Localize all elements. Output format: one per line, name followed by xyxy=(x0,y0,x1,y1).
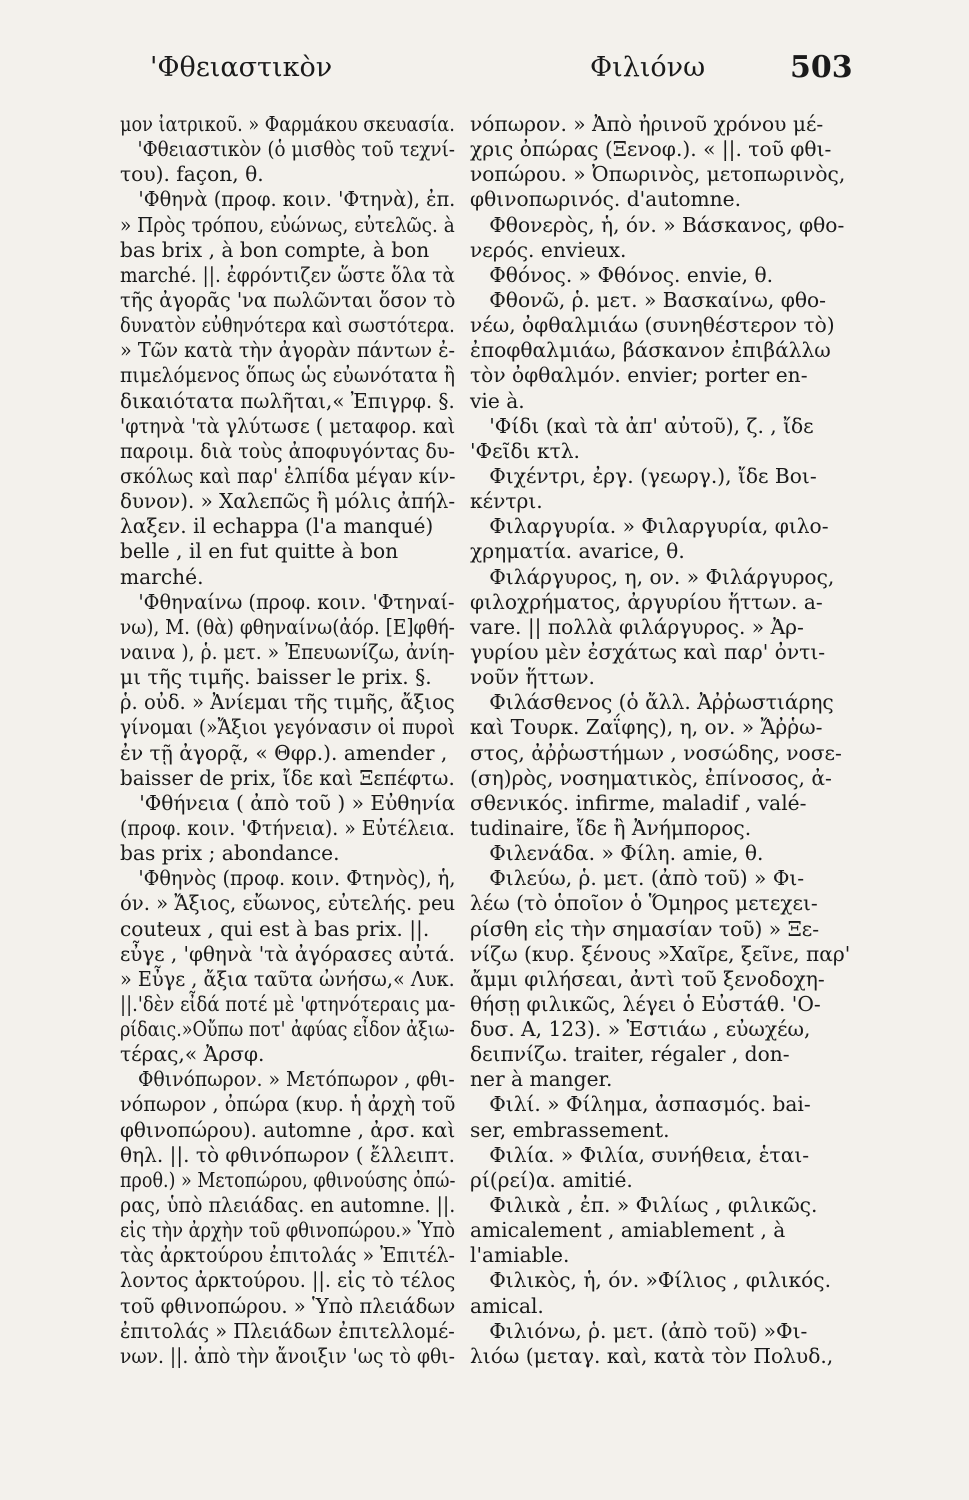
text-line: δικαιότατα πωλῆται,« Ἐπιγρφ. §. xyxy=(120,388,455,413)
text-line: γυρίου μὲν ἐσχάτως καὶ παρ' ὀντι- xyxy=(470,639,826,664)
text-line: τὰς ἀρκτούρου ἐπιτολάς » Ἐπιτέλ- xyxy=(120,1243,455,1268)
text-line: μι τῆς τιμῆς. baisser le prix. §. xyxy=(120,665,432,690)
text-line: τῆς ἀγορᾶς 'να πωλῶνται ὅσον τὸ xyxy=(120,287,456,312)
text-line: νίζω (κυρ. ξένους »Χαῖρε, ξεῖνε, παρ' xyxy=(470,941,851,966)
left-column xyxy=(120,112,455,1369)
text-line: 'φτηνὰ 'τὰ γλύτωσε ( μεταφορ. καὶ xyxy=(120,413,456,438)
text-line: (ση)ρὸς, νοσηματικὸς, ἐπίνοσος, ἀ- xyxy=(470,765,832,790)
text-line: λιόω (μεταγ. καὶ, κατὰ τὸν Πολυδ., xyxy=(470,1343,834,1368)
text-line: Φιλάσθενος (ὁ ἄλλ. Ἀῤῥωστιάρης xyxy=(470,690,834,715)
right-column xyxy=(470,112,850,1369)
text-line: Φθόνος. » Φθόνος. envie, θ. xyxy=(470,262,774,287)
text-line: πιμελόμενος ὅπως ὡς εὐωνότατα ἢ xyxy=(120,363,455,388)
text-line: νόπωρον , ὀπώρα (κυρ. ἡ ἀρχὴ τοῦ xyxy=(120,1092,456,1117)
text-line: couteux , qui est à bas prix. ||. xyxy=(120,916,430,941)
text-line: marché. xyxy=(120,564,204,589)
text-line: Φιλεύω, ῥ. μετ. (ἀπὸ τοῦ) » Φι- xyxy=(470,866,805,891)
text-line: 'Φεῖδι κτλ. xyxy=(470,438,580,463)
text-line: bas brix , à bon compte, à bon xyxy=(120,237,430,262)
text-line: όν. » Ἄξιος, εὔωνος, εὐτελής. peu xyxy=(120,891,456,916)
text-line: marché. ||. ἐφρόντιζεν ὥστε ὅλα τὰ xyxy=(120,262,455,287)
text-line: belle , il en fut quitte à bon xyxy=(120,539,399,564)
text-line: Φιλικὸς, ἡ, όν. »Φίλιος , φιλικός. xyxy=(470,1268,832,1293)
text-line: Φιλάργυρος, η, ον. » Φιλάργυρος, xyxy=(470,564,835,589)
page-header xyxy=(0,52,969,98)
text-line: λαξεν. il echappa (l'a manqué) xyxy=(120,514,434,539)
text-line: 'Φθηνὸς (προφ. κοιν. Φτηνὸς), ἡ, xyxy=(120,866,456,891)
text-line: δυνον). » Χαλεπῶς ἢ μόλις ἀπήλ- xyxy=(120,489,456,514)
text-line: σθενικός. infirme, maladif , valé- xyxy=(470,790,807,815)
text-line: νω), Μ. (θὰ) φθηναίνω(ἀόρ. [Ε]φθή- xyxy=(120,614,455,639)
text-line: λοντος ἀρκτούρου. ||. εἰς τὸ τέλος xyxy=(120,1268,456,1293)
text-line: σκόλως καὶ παρ' ἐλπίδα μέγαν κίν- xyxy=(120,463,456,488)
text-line: Φιλιόνω, ῥ. μετ. (ἀπὸ τοῦ) »Φι- xyxy=(470,1318,808,1343)
text-line: νων. ||. ἀπὸ τὴν ἄνοιξιν 'ως τὸ φθι- xyxy=(120,1343,455,1368)
text-line: χρηματία. avarice, θ. xyxy=(470,539,685,564)
text-line: στος, ἀῤῥωστήμων , νοσώδης, νοσε- xyxy=(470,740,842,765)
text-line: » Πρὸς τρόπου, εὐώνως, εὐτελῶς. à xyxy=(120,212,455,237)
text-line: θηλ. ||. τὸ φθινόπωρον ( ἔλλειπτ. xyxy=(120,1142,456,1167)
running-head-left: 'Φθειαστικὸν xyxy=(150,52,333,83)
text-line: νοῦν ἥττων. xyxy=(470,665,595,690)
text-line: τέρας,« Ἀρσφ. xyxy=(120,1042,265,1067)
text-line: (προφ. κοιν. 'Φτήνεια). » Εὐτέλεια. xyxy=(120,815,455,840)
text-line: κέντρι. xyxy=(470,489,543,514)
text-line: 'Φθειαστικὸν (ὁ μισθὸς τοῦ τεχνί- xyxy=(120,137,456,162)
text-line: l'amiable. xyxy=(470,1243,570,1268)
text-line: 'Φθηναίνω (προφ. κοιν. 'Φτηναί- xyxy=(120,589,455,614)
text-line: amical. xyxy=(470,1293,544,1318)
text-line: Φιλενάδα. » Φίλη. amie, θ. xyxy=(470,841,764,866)
text-line: ρίδαις.»Οὔπω ποτ' ἀφύας εἶδον ἀξιω- xyxy=(120,1017,455,1042)
text-line: ναινα ), ῥ. μετ. » Ἐπευωνίζω, ἀνίη- xyxy=(120,639,455,664)
text-line: του). façon, θ. xyxy=(120,162,264,187)
text-line: τὸν ὀφθαλμόν. envier; porter en- xyxy=(470,363,808,388)
text-line: Φιλαργυρία. » Φιλαργυρία, φιλο- xyxy=(470,514,829,539)
text-line: Φιχέντρι, ἐργ. (γεωργ.), ἴδε Βοι- xyxy=(470,463,817,488)
text-line: μον ἰατρικοῦ. » Φαρμάκου σκευασία. xyxy=(120,112,455,136)
text-line: ρας, ὑπὸ πλειάδας. en automne. ||. xyxy=(120,1193,456,1218)
text-line: γίνομαι (»Ἄξιοι γεγόνασιν οἱ πυροὶ xyxy=(120,715,456,740)
text-line: νόπωρον. » Ἀπὸ ἠρινοῦ χρόνου μέ- xyxy=(470,112,824,136)
text-line: ρί(ρεί)α. amitié. xyxy=(470,1167,633,1192)
text-line: baisser de prix, ἴδε καὶ Ξεπέφτω. xyxy=(120,765,455,790)
text-line: νοπώρου. » Ὀπωρινὸς, μετοπωρινὸς, xyxy=(470,162,846,187)
text-line: λέω (τὸ ὁποῖον ὁ Ὅμηρος μετεχει- xyxy=(470,891,818,916)
text-line: vie à. xyxy=(470,388,525,413)
text-line: τοῦ φθινοπώρου. » Ὑπὸ πλειάδων xyxy=(120,1293,456,1318)
text-line: vare. || πολλὰ φιλάργυρος. » Ἀρ- xyxy=(470,614,804,639)
running-head-center: Φιλιόνω xyxy=(590,52,706,83)
text-line: » Εὖγε , ἄξια ταῦτα ὠνήσω,« Λυκ. xyxy=(120,966,455,991)
text-line: Φθονερὸς, ἡ, όν. » Βάσκανος, φθο- xyxy=(470,212,845,237)
text-line: Φιλί. » Φίλημα, ἀσπασμός. bai- xyxy=(470,1092,811,1117)
text-line: θήσῃ φιλικῶς, λέγει ὁ Εὐστάθ. 'Ο- xyxy=(470,991,821,1016)
text-line: παροιμ. διὰ τοὺς ἀποφυγόντας δυ- xyxy=(120,438,455,463)
text-line: ἐποφθαλμιάω, βάσκανον ἐπιβάλλω xyxy=(470,338,831,363)
text-line: Φιλία. » Φιλία, συνήθεια, ἑται- xyxy=(470,1142,810,1167)
text-line: » Τῶν κατὰ τὴν ἀγορὰν πάντων ἐ- xyxy=(120,338,455,363)
text-line: φθινοπωρινός. d'automne. xyxy=(470,187,741,212)
text-line: 'Φθήνεια ( ἀπὸ τοῦ ) » Εὐθηνία xyxy=(120,790,456,815)
text-line: ser, embrassement. xyxy=(470,1117,670,1142)
text-line: 'Φίδι (καὶ τὰ ἀπ' αὐτοῦ), ζ. , ἴδε xyxy=(470,413,814,438)
text-line: δυσ. Α, 123). » Ἑστιάω , εὐωχέω, xyxy=(470,1017,811,1042)
text-line: ρίσθη εἰς τὴν σημασίαν τοῦ) » Ξε- xyxy=(470,916,820,941)
text-line: ἐν τῇ ἀγορᾷ, « Θφρ.). amender , xyxy=(120,740,448,765)
text-line: εὖγε , 'φθηνὰ 'τὰ ἀγόρασες αὐτά. xyxy=(120,941,455,966)
text-line: tudinaire, ἴδε ἢ Ἀνήμπορος. xyxy=(470,815,752,840)
text-line: Φιλικὰ , ἐπ. » Φιλίως , φιλικῶς. xyxy=(470,1193,818,1218)
text-line: εἰς τὴν ἀρχὴν τοῦ φθινοπώρου.» Ὑπὸ xyxy=(120,1218,456,1243)
text-line: προθ.) » Μετοπώρου, φθινούσης ὀπώ- xyxy=(120,1167,456,1192)
text-line: νέω, ὀφθαλμιάω (συνηθέστερον τὸ) xyxy=(470,313,835,338)
page-number: 503 xyxy=(790,50,853,85)
text-line: bas prix ; abondance. xyxy=(120,841,340,866)
text-line: 'Φθηνὰ (προφ. κοιν. 'Φτηνὰ), ἐπ. xyxy=(120,187,456,212)
text-line: Φθονῶ, ῥ. μετ. » Βασκαίνω, φθο- xyxy=(470,287,826,312)
text-line: νερός. envieux. xyxy=(470,237,627,262)
text-line: amicalement , amiablement , à xyxy=(470,1218,786,1243)
text-line: χρις ὀπώρας (Ξενοφ.). « ||. τοῦ φθι- xyxy=(470,137,832,162)
text-line: δειπνίζω. traiter, régaler , don- xyxy=(470,1042,790,1067)
text-line: ἄμμι φιλήσεαι, ἀντὶ τοῦ ξενοδοχη- xyxy=(470,966,825,991)
text-line: ῥ. οὐδ. » Ἀνίεμαι τῆς τιμῆς, ἄξιος xyxy=(120,690,455,715)
text-line: φθινοπώρου). automne , ἀρσ. καὶ xyxy=(120,1117,456,1142)
text-line: ||.'δὲν εἶδά ποτέ μὲ 'φτηνότεραις μα- xyxy=(120,991,456,1016)
text-line: καὶ Τουρκ. Ζαΐφης), η, ον. » Ἄῤῥω- xyxy=(470,715,823,740)
text-line: ἐπιτολάς » Πλειάδων ἐπιτελλομέ- xyxy=(120,1318,455,1343)
text-line: Φθινόπωρον. » Μετόπωρον , φθι- xyxy=(120,1067,455,1092)
text-line: δυνατὸν εὐθηνότερα καὶ σωστότερα. xyxy=(120,313,455,338)
text-line: φιλοχρήματος, ἀργυρίου ἥττων. a- xyxy=(470,589,823,614)
text-line: ner à manger. xyxy=(470,1067,613,1092)
